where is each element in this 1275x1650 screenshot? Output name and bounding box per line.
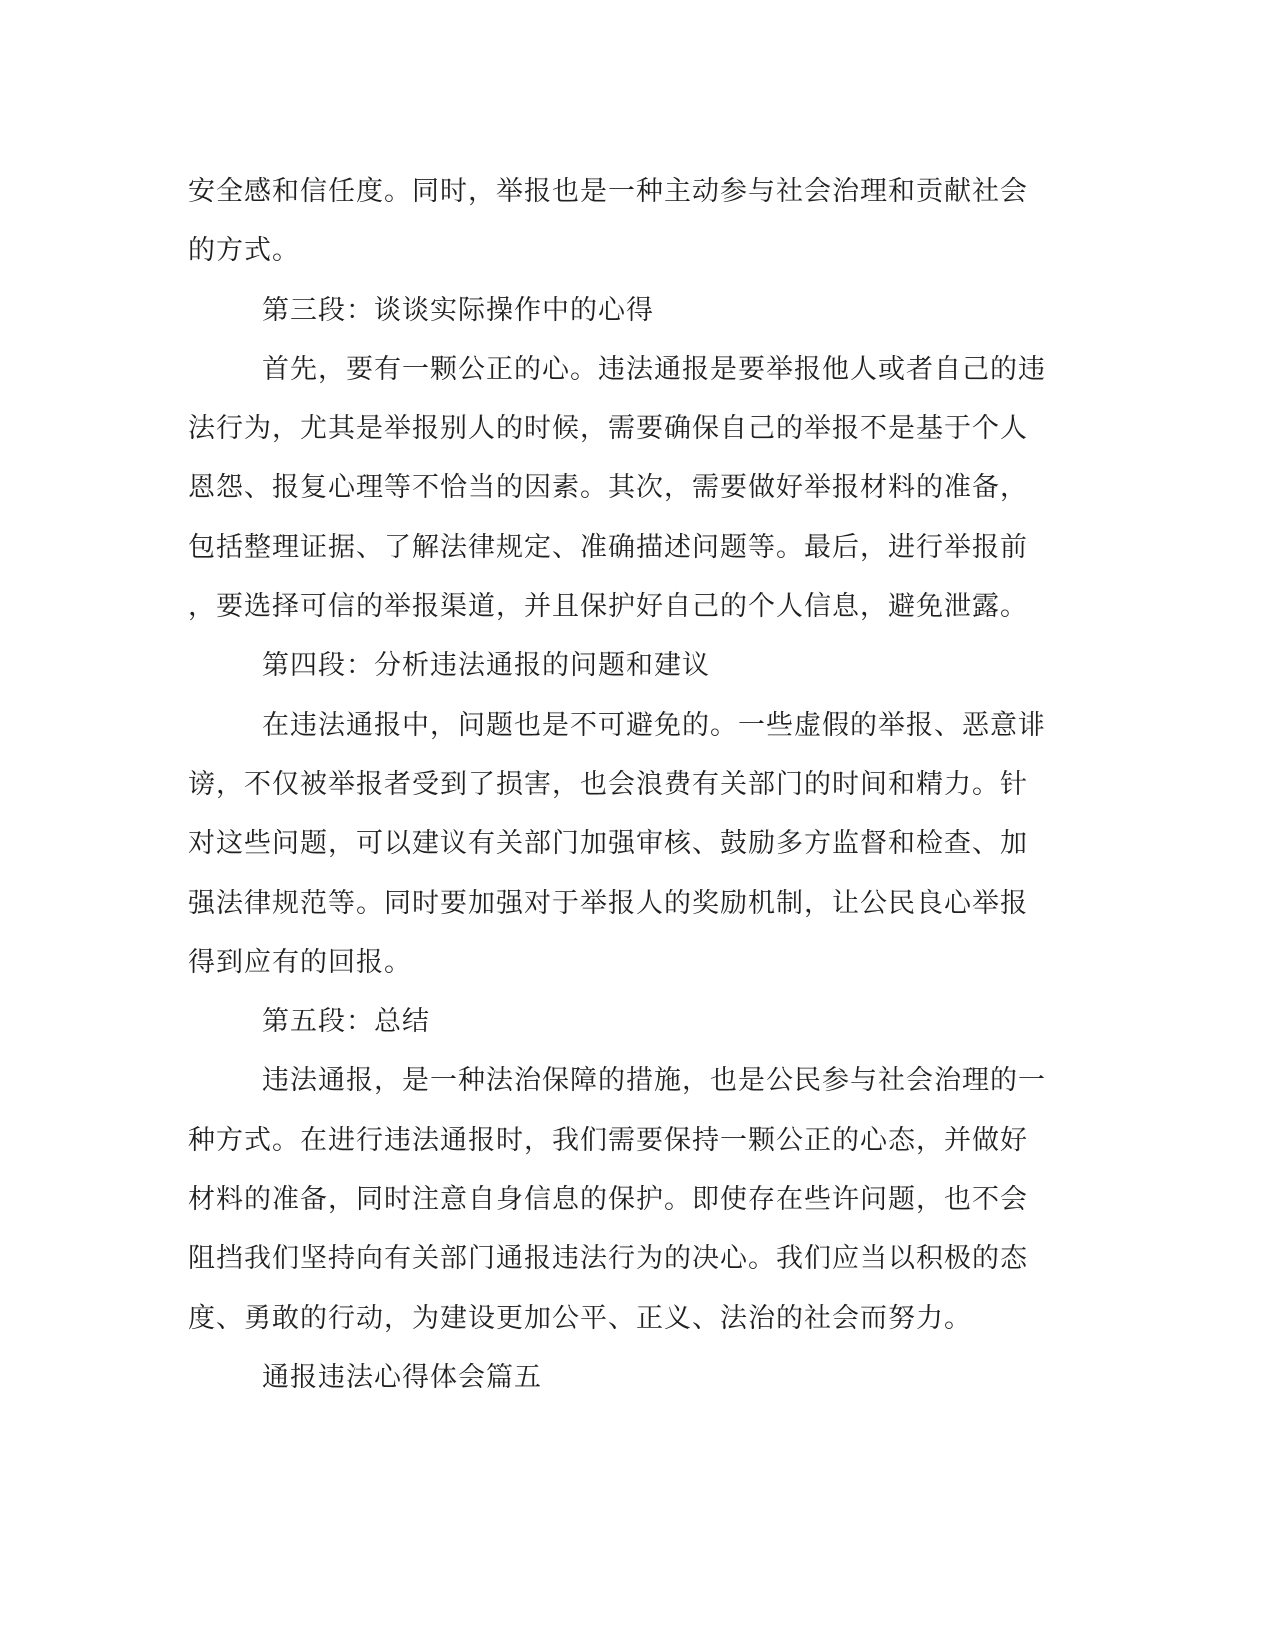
text-line: 阻挡我们坚持向有关部门通报违法行为的决心。我们应当以积极的态: [188, 1243, 1028, 1275]
section-heading-3: 第三段：谈谈实际操作中的心得: [262, 294, 654, 326]
document-body: [188, 162, 1068, 1407]
text-line: 材料的准备，同时注意自身信息的保护。即使存在些许问题，也不会: [188, 1184, 1028, 1216]
text-line: 安全感和信任度。同时，举报也是一种主动参与社会治理和贡献社会: [188, 176, 1028, 207]
text-line: 对这些问题，可以建议有关部门加强审核、鼓励多方监督和检查、加: [188, 828, 1028, 860]
text-line: 违法通报，是一种法治保障的措施，也是公民参与社会治理的一: [262, 1065, 1046, 1097]
text-line: 的方式。: [188, 235, 300, 267]
text-line: 首先，要有一颗公正的心。违法通报是要举报他人或者自己的违: [262, 353, 1046, 385]
text-line: 恩怨、报复心理等不恰当的因素。其次，需要做好举报材料的准备，: [188, 472, 1028, 504]
text-line: 得到应有的回报。: [188, 946, 412, 978]
text-line: 度、勇敢的行动，为建设更加公平、正义、法治的社会而努力。: [188, 1302, 972, 1334]
text-line: 法行为，尤其是举报别人的时候，需要确保自己的举报不是基于个人: [188, 413, 1028, 445]
text-line: 强法律规范等。同时要加强对于举报人的奖励机制，让公民良心举报: [188, 887, 1028, 919]
section-heading-5: 第五段：总结: [262, 1006, 430, 1038]
text-line: 种方式。在进行违法通报时，我们需要保持一颗公正的心态，并做好: [188, 1124, 1028, 1156]
article-title: 通报违法心得体会篇五: [262, 1361, 542, 1393]
section-heading-4: 第四段：分析违法通报的问题和建议: [262, 650, 710, 682]
text-line: 在违法通报中，问题也是不可避免的。一些虚假的举报、恶意诽: [262, 709, 1046, 741]
text-line: 包括整理证据、了解法律规定、准确描述问题等。最后，进行举报前: [188, 531, 1028, 563]
text-line: ，要选择可信的举报渠道，并且保护好自己的个人信息，避免泄露。: [188, 591, 1028, 623]
text-line: 谤，不仅被举报者受到了损害，也会浪费有关部门的时间和精力。针: [188, 768, 1028, 800]
